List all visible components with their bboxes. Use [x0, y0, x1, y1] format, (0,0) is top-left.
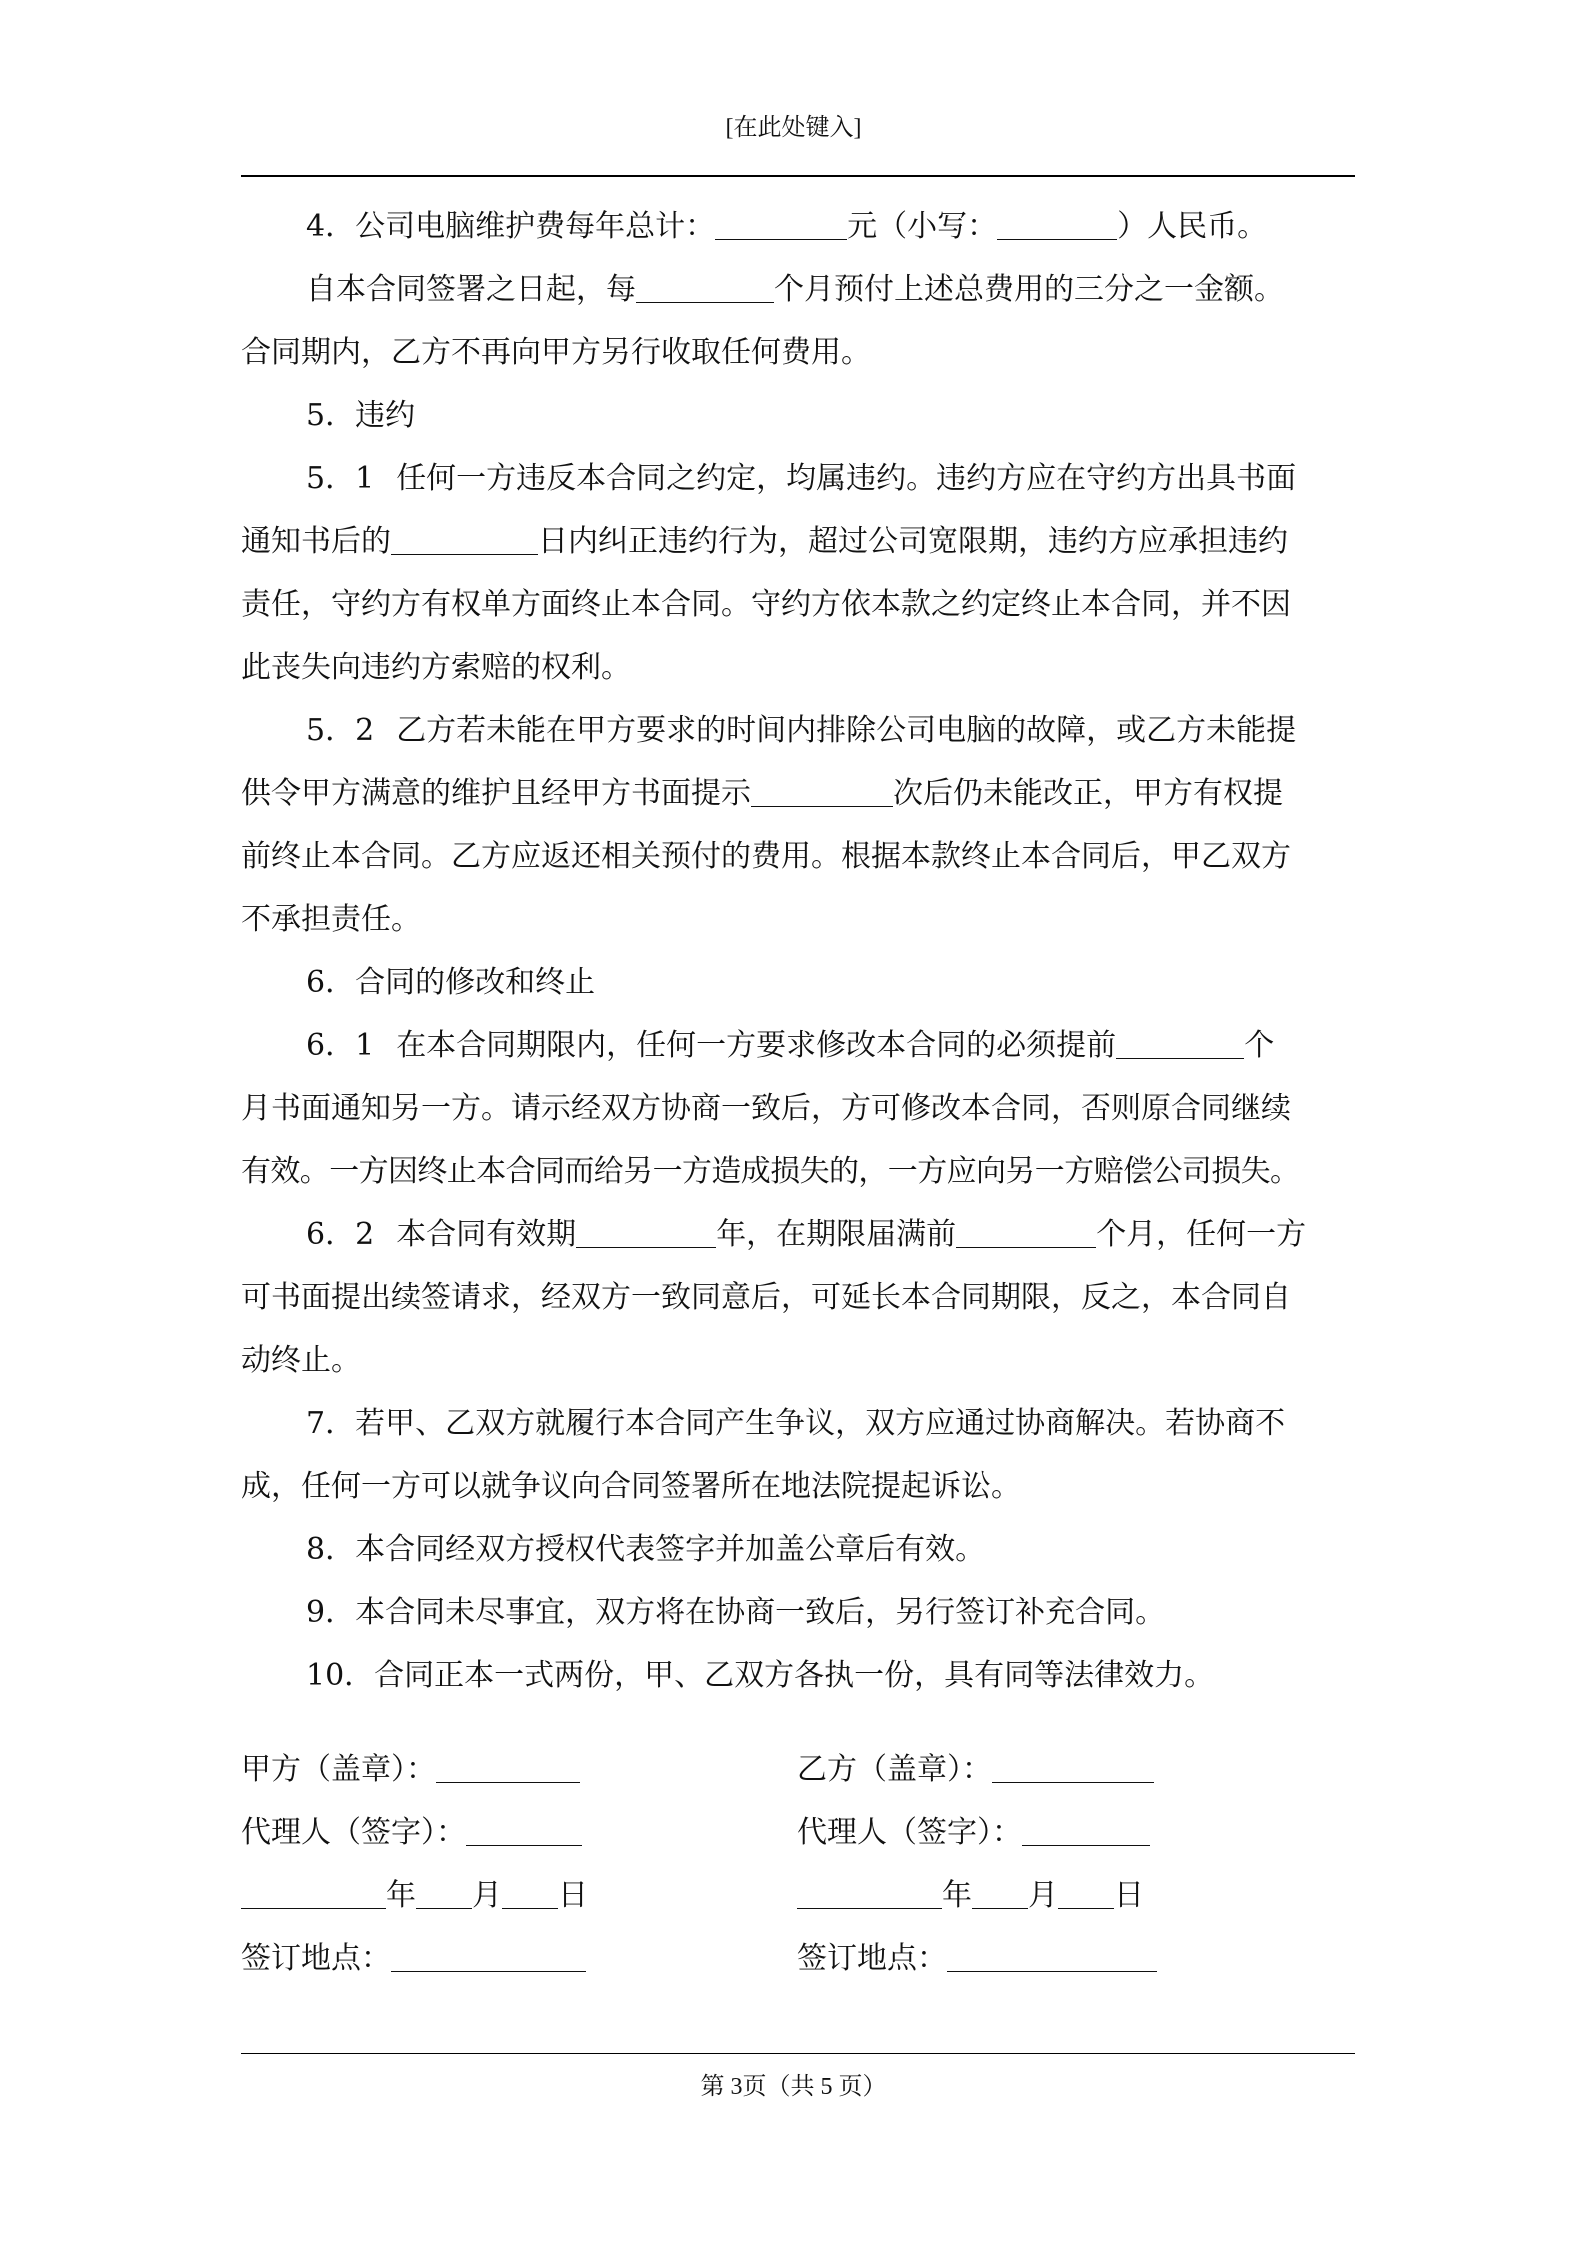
- clause-6-1-text: 个: [1244, 1028, 1275, 1063]
- clause-6-2-text: 本合同有效期: [396, 1217, 577, 1252]
- clause-6-1-text: 在本合同期限内，任何一方要求修改本合同的必须提前: [396, 1028, 1117, 1063]
- day-label: 日: [1114, 1878, 1144, 1913]
- party-b-agent-field: [1022, 1815, 1150, 1846]
- clause-5-1-text: 日内纠正违约行为，超过公司宽限期，违约方应承担违约: [538, 524, 1288, 559]
- clause-4-text: ）人民币。: [1117, 209, 1268, 244]
- party-b-agent-label: 代理人（签字）：: [797, 1815, 1022, 1850]
- month-label: 月: [1028, 1878, 1058, 1913]
- party-a-agent: [241, 1811, 582, 1855]
- clause-number: 5．2: [306, 713, 375, 748]
- clause-6-1-line-2: 月书面通知另一方。请示经双方协商一致后，方可修改本合同，否则原合同继续: [241, 1091, 1291, 1126]
- clause-7-line-1: 7．若甲、乙双方就履行本合同产生争议，双方应通过协商解决。若协商不: [306, 1406, 1286, 1441]
- blank-field: [751, 776, 893, 807]
- clause-5-1-line-1: [306, 457, 1355, 501]
- year-label: 年: [386, 1878, 416, 1913]
- party-a-place-label: 签订地点：: [241, 1941, 391, 1976]
- clause-5-2-line-2: [241, 772, 1355, 816]
- clause-6-2-text: 个月，任何一方: [1096, 1217, 1307, 1252]
- blank-field: [997, 209, 1117, 240]
- party-b-seal: [797, 1748, 1154, 1792]
- month-field: [972, 1878, 1028, 1909]
- clause-5-1-line-4: 此丧失向违约方索赔的权利。: [241, 650, 631, 685]
- blank-field: [715, 209, 847, 240]
- blank-field: [1116, 1028, 1244, 1059]
- month-field: [416, 1878, 472, 1909]
- party-b-seal-label: 乙方（盖章）：: [797, 1752, 992, 1787]
- day-label: 日: [558, 1878, 588, 1913]
- clause-5-2-line-1: [306, 709, 1355, 753]
- year-label: 年: [942, 1878, 972, 1913]
- party-b-place-label: 签订地点：: [797, 1941, 947, 1976]
- clause-6-2-line-3: 动终止。: [241, 1343, 361, 1378]
- clause-4-text: 个月预付上述总费用的三分之一金额。: [774, 272, 1284, 307]
- party-a-place-field: [391, 1941, 586, 1972]
- clause-5-1-line-3: 责任，守约方有权单方面终止本合同。守约方依本款之约定终止本合同，并不因: [241, 587, 1291, 622]
- party-a-seal-label: 甲方（盖章）：: [241, 1752, 436, 1787]
- party-b-seal-field: [992, 1752, 1154, 1783]
- blank-field: [956, 1217, 1096, 1248]
- clause-4-line-1: [306, 205, 1355, 249]
- clause-4-text: 自本合同签署之日起，每: [306, 272, 636, 307]
- footer-divider: [241, 2053, 1355, 2054]
- clause-4-text: 4．公司电脑维护费每年总计：: [306, 209, 716, 244]
- clause-7-line-2: 成，任何一方可以就争议向合同签署所在地法院提起诉讼。: [241, 1469, 1021, 1504]
- clause-10: 10．合同正本一式两份，甲、乙双方各执一份，具有同等法律效力。: [306, 1658, 1215, 1693]
- clause-5-2-line-3: 前终止本合同。乙方应返还相关预付的费用。根据本款终止本合同后，甲乙双方: [241, 839, 1291, 874]
- party-b-place: [797, 1937, 1157, 1981]
- day-field: [1058, 1878, 1114, 1909]
- clause-6-1-line-1: [306, 1024, 1355, 1068]
- clause-5-2-line-4: 不承担责任。: [241, 902, 421, 937]
- clause-5-title: 5．违约: [306, 398, 416, 433]
- clause-6-2-line-2: 可书面提出续签请求，经双方一致同意后，可延长本合同期限，反之，本合同自: [241, 1280, 1291, 1315]
- header-divider: [241, 175, 1355, 177]
- clause-6-title: 6．合同的修改和终止: [306, 965, 596, 1000]
- year-field: [797, 1878, 942, 1909]
- blank-field: [636, 272, 774, 303]
- party-b-date: [797, 1874, 1144, 1918]
- blank-field: [576, 1217, 716, 1248]
- clause-6-2-line-1: [306, 1213, 1355, 1257]
- party-b-place-field: [947, 1941, 1157, 1972]
- party-a-seal: [241, 1748, 580, 1792]
- party-b-agent: [797, 1811, 1150, 1855]
- clause-5-1-text: 任何一方违反本合同之约定，均属违约。违约方应在守约方出具书面: [396, 461, 1297, 496]
- party-a-seal-field: [436, 1752, 580, 1783]
- blank-field: [391, 524, 538, 555]
- clause-9: 9．本合同未尽事宜，双方将在协商一致后，另行签订补充合同。: [306, 1595, 1166, 1630]
- clause-5-1-line-2: [241, 520, 1355, 564]
- clause-4-line-2: [306, 268, 1355, 312]
- page-header: [在此处键入]: [725, 115, 862, 141]
- clause-8: 8．本合同经双方授权代表签字并加盖公章后有效。: [306, 1532, 986, 1567]
- clause-5-1-text: 通知书后的: [241, 524, 391, 559]
- party-a-place: [241, 1937, 586, 1981]
- clause-4-line-3: 合同期内，乙方不再向甲方另行收取任何费用。: [241, 335, 871, 370]
- party-a-date: [241, 1874, 588, 1918]
- clause-number: 5．1: [306, 461, 375, 496]
- clause-5-2-text: 乙方若未能在甲方要求的时间内排除公司电脑的故障，或乙方未能提: [396, 713, 1297, 748]
- year-field: [241, 1878, 386, 1909]
- month-label: 月: [472, 1878, 502, 1913]
- clause-4-text: 元（小写：: [847, 209, 998, 244]
- day-field: [502, 1878, 558, 1909]
- page-footer: 第 3页（共 5 页）: [700, 2074, 887, 2100]
- clause-number: 6．1: [306, 1028, 375, 1063]
- clause-5-2-text: 供令甲方满意的维护且经甲方书面提示: [241, 776, 751, 811]
- party-a-agent-label: 代理人（签字）：: [241, 1815, 466, 1850]
- clause-number: 6．2: [306, 1217, 375, 1252]
- party-a-agent-field: [466, 1815, 582, 1846]
- clause-6-1-line-3: 有效。一方因终止本合同而给另一方造成损失的，一方应向另一方赔偿公司损失。: [241, 1154, 1300, 1189]
- clause-5-2-text: 次后仍未能改正，甲方有权提: [893, 776, 1283, 811]
- clause-6-2-text: 年，在期限届满前: [716, 1217, 957, 1252]
